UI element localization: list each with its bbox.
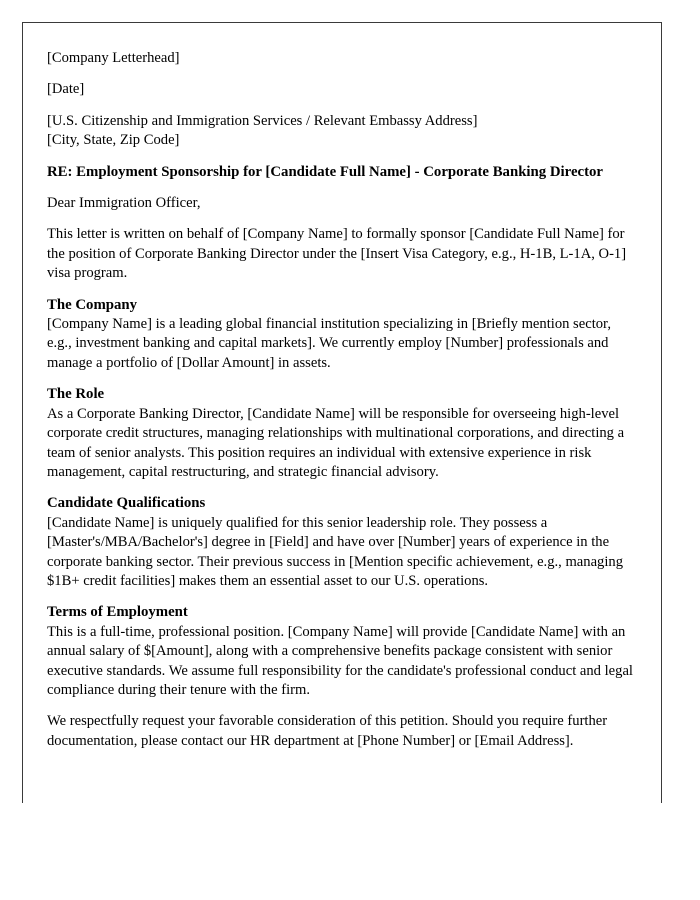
- section-candidate-qualifications: [47, 494, 637, 591]
- recipient-address: [47, 112, 637, 151]
- section-heading: Candidate Qualifications: [47, 495, 206, 512]
- company-letterhead: [Company Letterhead]: [47, 50, 180, 66]
- salutation: Dear Immigration Officer,: [47, 195, 201, 212]
- section-body: [Company Name] is a leading global financial institution specializing in [Briefly mention sector, e.g., investment banking and capital markets]. We currently employ [Number] professionals and manage a portfolio of [Dollar Amount] in assets.: [47, 316, 611, 371]
- section-the-company: [47, 296, 637, 374]
- letter-body: [23, 23, 661, 751]
- section-heading: The Company: [47, 296, 138, 313]
- section-the-role: [47, 385, 637, 482]
- section-body: As a Corporate Banking Director, [Candidate Name] will be responsible for overseeing high-level corporate credit structures, managing relationships with multinational corporations, and directing a team of senior analysts. This position requires an individual with extensive experience in risk management, capital restructuring, and strategic financial advisory.: [47, 405, 625, 480]
- subject-line: RE: Employment Sponsorship for [Candidate Full Name] - Corporate Banking Director: [47, 163, 603, 180]
- closing-paragraph: We respectfully request your favorable consideration of this petition. Should you require further documentation, please contact our HR department at [Phone Number] or [Email Address].: [47, 713, 608, 749]
- section-body: This is a full-time, professional position. [Company Name] will provide [Candidate Name] with an annual salary of $[Amount], along with a comprehensive benefits package consistent with senior executive standards. We assume full responsibility for the candidate's professional conduct and legal compliance during their tenure with the firm.: [47, 623, 633, 698]
- letter-date: [Date]: [47, 81, 85, 98]
- intro-paragraph: This letter is written on behalf of [Company Name] to formally sponsor [Candidate Full Name] for the position of Corporate Banking Director under the [Insert Visa Category, e.g., H-1B, L-1A, O-1] visa program.: [47, 226, 627, 282]
- recipient-address-line-1: [U.S. Citizenship and Immigration Services / Relevant Embassy Address]: [47, 112, 478, 129]
- section-terms-of-employment: [47, 603, 637, 700]
- section-body: [Candidate Name] is uniquely qualified for this senior leadership role. They possess a [Master's/MBA/Bachelor's] degree in [Field] and have over [Number] years of experience in the corporate banking sector. Their previous success in [Mention specific achievement, e.g., managing $1B+ credit facilities] makes them an essential asset to our U.S. operations.: [47, 514, 623, 589]
- recipient-address-line-2: [City, State, Zip Code]: [47, 132, 180, 149]
- section-heading: The Role: [47, 386, 105, 403]
- document-page: [22, 22, 662, 803]
- section-heading: Terms of Employment: [47, 604, 188, 621]
